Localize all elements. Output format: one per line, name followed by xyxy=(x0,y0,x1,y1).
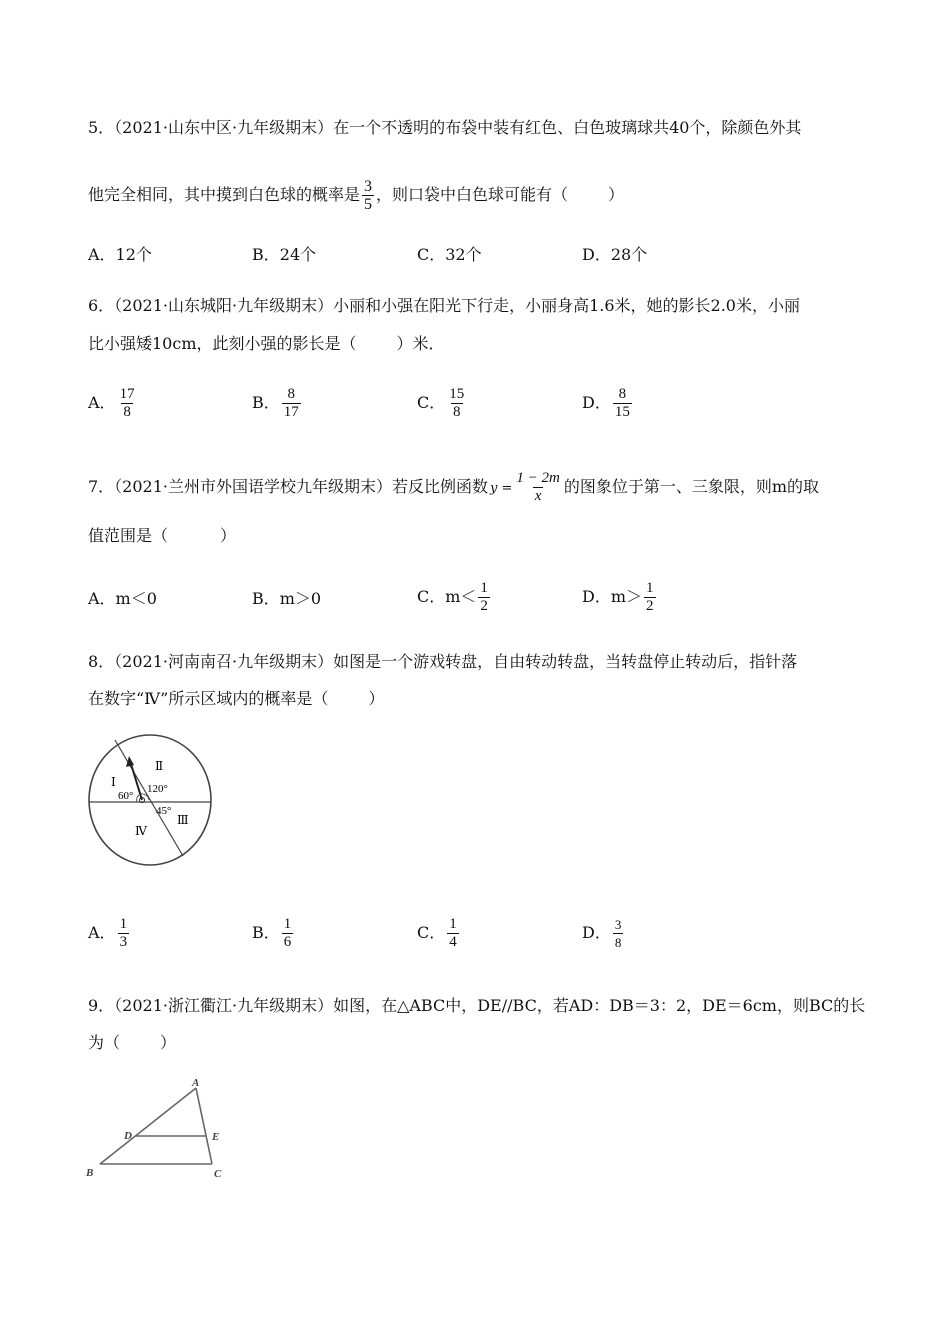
q5-option-c[interactable]: C．32个 xyxy=(417,245,482,264)
q7-y-equals: y = xyxy=(490,481,513,496)
vertex-label-a: A xyxy=(192,1077,200,1089)
option-fraction: $\frac{15}{8}$ xyxy=(449,386,465,420)
vertex-label-d: D xyxy=(124,1130,132,1142)
triangle-figure xyxy=(84,1076,234,1186)
q7-option-b[interactable]: B．m＞0 xyxy=(252,589,322,608)
option-fraction: $\frac{17}{8}$ xyxy=(119,386,135,420)
spinner-figure xyxy=(85,732,225,868)
region-label-3: Ⅲ xyxy=(177,813,189,827)
q7-option-c[interactable]: C．m＜ $\frac{1}{2}$ xyxy=(417,580,488,614)
q7-line2: 值范围是（ ） xyxy=(88,526,237,545)
q6-option-b[interactable]: B． $\frac{8}{17}$ xyxy=(252,386,299,420)
region-label-1: Ⅰ xyxy=(111,775,116,789)
q5-line2-after: ，则口袋中白色球可能有（ xyxy=(376,185,569,204)
option-fraction: $\frac{3}{8}$ xyxy=(614,917,622,950)
q9-line1: 9．（2021·浙江衢江·九年级期末）如图，在△ABC中，DE//BC，若AD：DB＝3：2，DE＝6cm，则BC的长 xyxy=(88,996,866,1015)
angle-label-45: 45° xyxy=(156,805,172,817)
q7-line1: 7．（2021·兰州市外国语学校九年级期末）若反比例函数 y = $\frac{1 - 2m}{x}$ 的图象位于第一、三象限，则m的取 xyxy=(88,470,820,504)
side-ab xyxy=(100,1088,196,1164)
option-fraction: $\frac{8}{17}$ xyxy=(283,386,299,420)
vertex-label-c: C xyxy=(214,1168,222,1180)
fraction-numerator: 3 xyxy=(364,178,373,195)
angle-label-60: 60° xyxy=(118,790,134,802)
q6-option-d[interactable]: D． $\frac{8}{15}$ xyxy=(582,386,630,420)
q5-option-d[interactable]: D．28个 xyxy=(582,245,648,264)
option-fraction: $\frac{1}{2}$ xyxy=(646,580,654,614)
side-ac xyxy=(196,1088,212,1164)
region-label-2: Ⅱ xyxy=(155,759,164,773)
region-label-4: Ⅳ xyxy=(135,824,147,838)
option-fraction: $\frac{8}{15}$ xyxy=(614,386,630,420)
q8-line1: 8．（2021·河南南召·九年级期末）如图是一个游戏转盘，自由转动转盘，当转盘停止转动后，指针落 xyxy=(88,652,798,671)
q5-line2-before: 他完全相同，其中摸到白色球的概率是 xyxy=(88,185,361,204)
q5-line1: 5．（2021·山东中区·九年级期末）在一个不透明的布袋中装有红色、白色玻璃球共40个，除颜色外其 xyxy=(88,118,802,137)
q7-fraction: $\frac{1 - 2m}{x}$ xyxy=(516,470,560,504)
q6-line2: 比小强矮10cm，此刻小强的影长是（ ）米． xyxy=(88,334,445,353)
q6-option-c[interactable]: C． $\frac{15}{8}$ xyxy=(417,386,465,420)
angle-label-120: 120° xyxy=(147,783,168,795)
q5-line2-end: ） xyxy=(608,185,625,204)
vertex-label-b: B xyxy=(86,1167,94,1179)
q5-option-b[interactable]: B．24个 xyxy=(252,245,317,264)
q8-option-a[interactable]: A． $\frac{1}{3}$ xyxy=(88,916,128,950)
q5-option-a[interactable]: A．12个 xyxy=(88,245,152,264)
option-fraction: $\frac{1}{4}$ xyxy=(449,916,457,950)
q6-option-a[interactable]: A． $\frac{17}{8}$ xyxy=(88,386,135,420)
fraction-denominator: 5 xyxy=(364,196,373,213)
vertex-label-e: E xyxy=(212,1131,220,1143)
q7-option-a[interactable]: A．m＜0 xyxy=(88,589,157,608)
q9-line2: 为（ ） xyxy=(88,1033,177,1052)
q8-option-d[interactable]: D． $\frac{3}{8}$ xyxy=(582,917,622,950)
q8-option-b[interactable]: B． $\frac{1}{6}$ xyxy=(252,916,292,950)
q8-option-c[interactable]: C． $\frac{1}{4}$ xyxy=(417,916,457,950)
q5-line2 xyxy=(88,178,624,213)
option-fraction: $\frac{1}{6}$ xyxy=(283,916,292,950)
option-fraction: $\frac{1}{2}$ xyxy=(480,580,488,614)
q8-line2: 在数字“Ⅳ”所示区域内的概率是（ ） xyxy=(88,689,385,708)
q5-fraction xyxy=(362,178,374,213)
q6-line1: 6．（2021·山东城阳·九年级期末）小丽和小强在阳光下行走，小丽身高1.6米，她的影长2.0米，小丽 xyxy=(88,296,800,315)
q7-option-d[interactable]: D．m＞ $\frac{1}{2}$ xyxy=(582,580,654,614)
option-fraction: $\frac{1}{3}$ xyxy=(119,916,128,950)
